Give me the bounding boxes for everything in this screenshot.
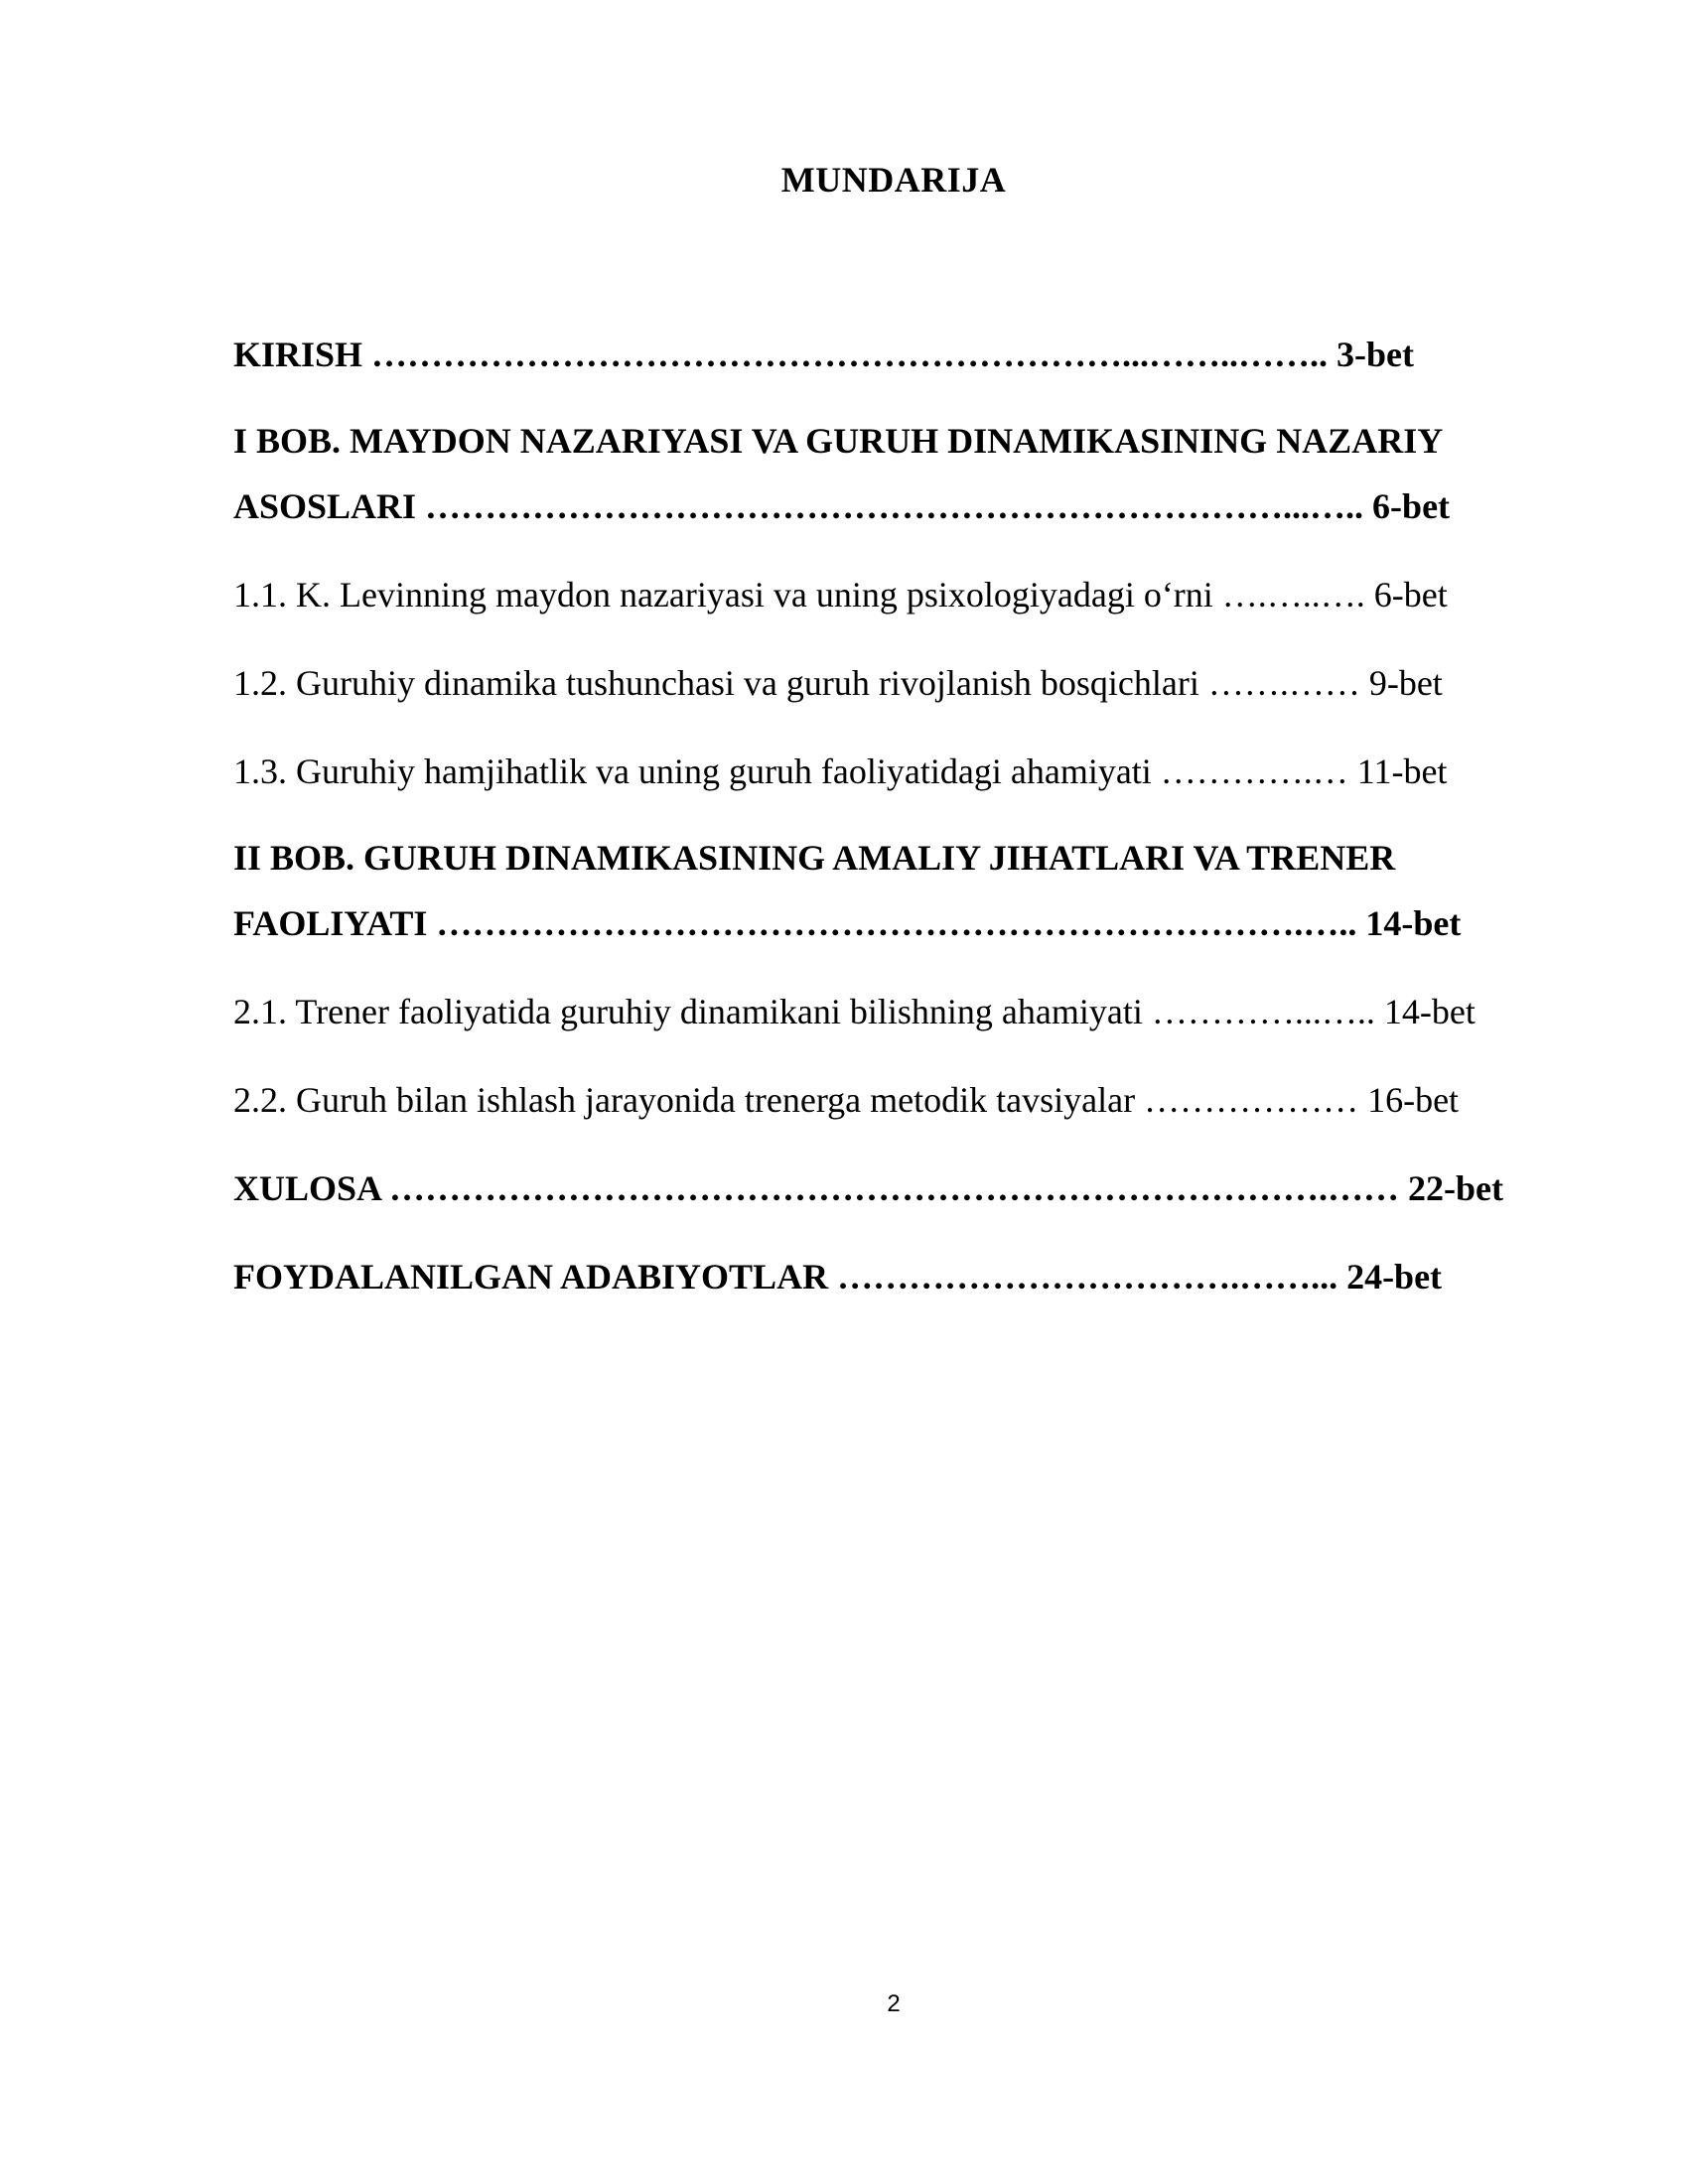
toc-entry-chapter-2-heading-cont: FAOLIYATI ……………………………………………………………….….. 14-bet [233, 903, 1462, 943]
toc-entry-kirish: KIRISH ………………………………………………………...……..…….. 3-bet [233, 335, 1415, 374]
toc-entry-adabiyotlar: FOYDALANILGAN ADABIYOTLAR …………………………….……... 24-bet [233, 1257, 1443, 1297]
page-number: 2 [887, 1990, 901, 2017]
toc-entry-2-2: 2.2. Guruh bilan ishlash jarayonida trenerga metodik tavsiyalar ……………… 16-bet [233, 1080, 1460, 1120]
toc-entry-1-3: 1.3. Guruhiy hamjihatlik va uning guruh faoliyatidagi ahamiyati ………….… 11-bet [233, 751, 1448, 791]
toc-entry-chapter-1-heading-cont: ASOSLARI ………………………………………………………………...….. 6-bet [233, 486, 1451, 526]
toc-entry-chapter-2-heading: II BOB. GURUH DINAMIKASINING AMALIY JIHATLARI VA TRENER [233, 838, 1396, 878]
toc-entry-1-1: 1.1. K. Levinning maydon nazariyasi va uning psixologiyadagi o‘rni ….…..…. 6-bet [233, 575, 1448, 614]
toc-entry-chapter-1-heading: I BOB. MAYDON NAZARIYASI VA GURUH DINAMIKASINING NAZARIY [233, 421, 1444, 461]
page-title: MUNDARIJA [780, 160, 1007, 200]
toc-entry-2-1: 2.1. Trener faoliyatida guruhiy dinamikani bilishning ahamiyati …………...….. 14-bet [233, 992, 1476, 1031]
toc-entry-xulosa: XULOSA …………………………………………………………………….…… 22-bet [233, 1168, 1504, 1208]
toc-entry-1-2: 1.2. Guruhiy dinamika tushunchasi va guruh rivojlanish bosqichlari …….…… 9-bet [233, 663, 1443, 703]
